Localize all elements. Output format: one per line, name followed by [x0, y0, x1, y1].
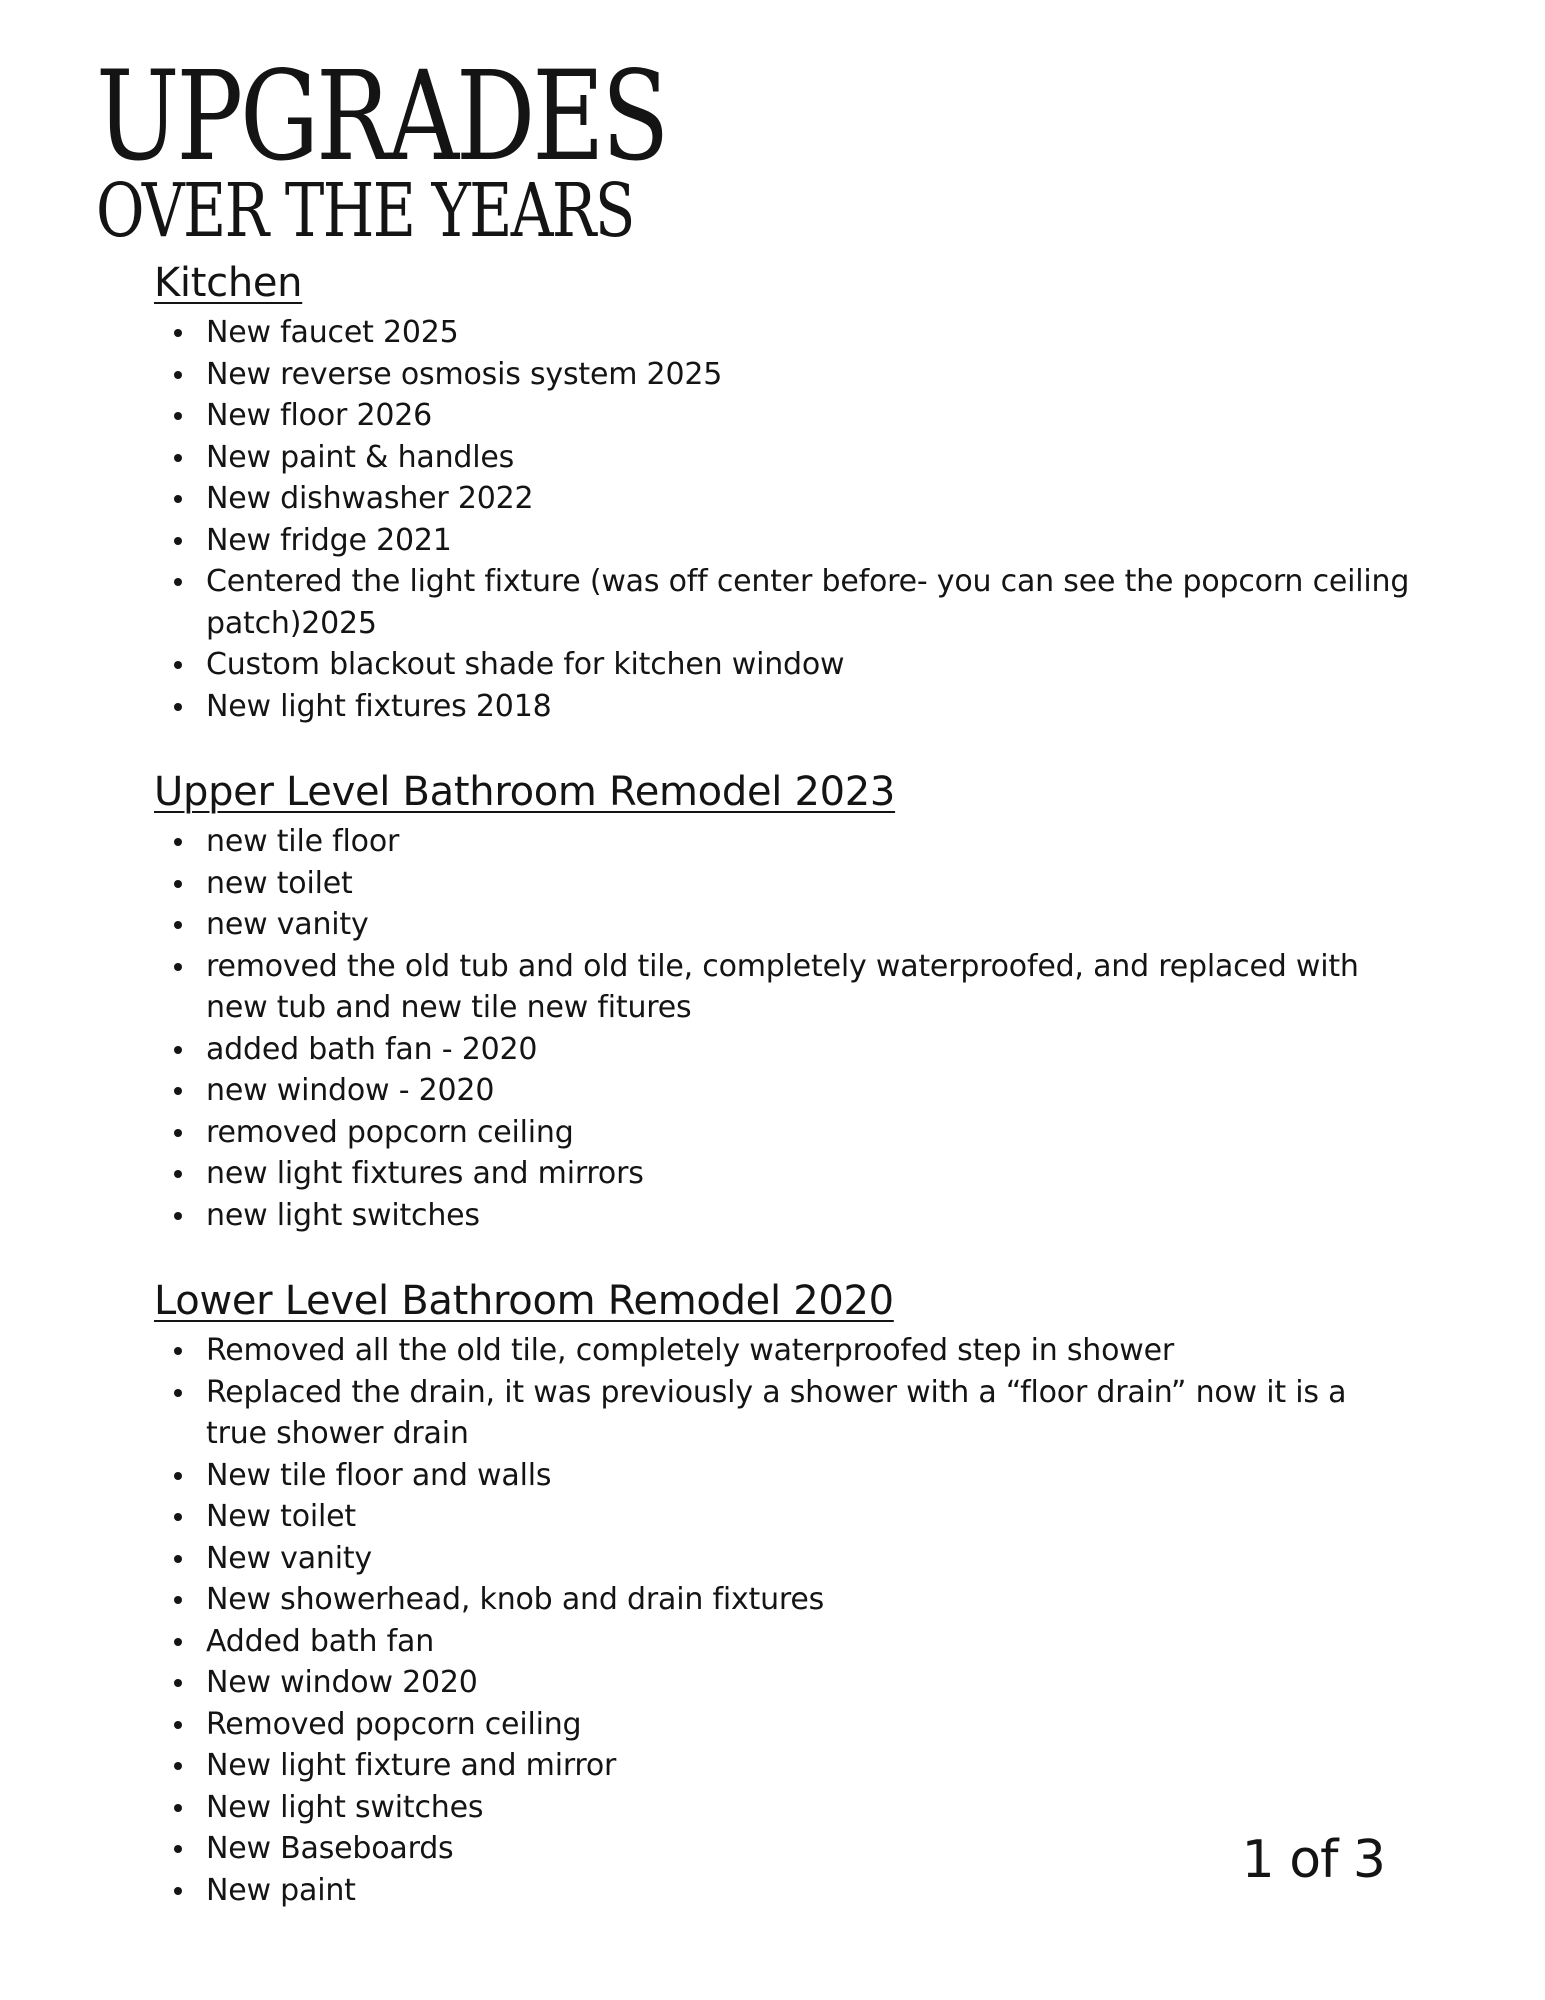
- list-item: [154, 312, 1414, 354]
- bullet-icon: [174, 578, 182, 586]
- bullet-icon: [174, 1679, 182, 1687]
- item-text: New vanity: [206, 1540, 372, 1576]
- item-text: New tile floor and walls: [206, 1457, 552, 1493]
- item-list: [154, 1330, 1414, 1911]
- list-item: [154, 644, 1414, 686]
- list-item: [154, 1662, 1414, 1704]
- bullet-icon: [174, 1887, 182, 1895]
- item-text: new toilet: [206, 865, 353, 901]
- bullet-icon: [174, 880, 182, 888]
- bullet-icon: [174, 1347, 182, 1355]
- bullet-icon: [174, 1555, 182, 1563]
- item-text: New paint: [206, 1872, 356, 1908]
- bullet-icon: [174, 1389, 182, 1397]
- list-item: [154, 686, 1414, 728]
- item-text: new light fixtures and mirrors: [206, 1156, 644, 1191]
- bullet-icon: [174, 495, 182, 503]
- item-text: New faucet 2025: [206, 315, 459, 350]
- section-heading: Kitchen: [154, 260, 303, 306]
- bullet-icon: [174, 1046, 182, 1054]
- item-text: New reverse osmosis system 2025: [206, 356, 723, 392]
- item-text: New Baseboards: [206, 1831, 454, 1866]
- bullet-icon: [174, 963, 182, 971]
- bullet-icon: [174, 703, 182, 711]
- bullet-icon: [174, 1845, 182, 1853]
- list-item: [154, 1153, 1414, 1195]
- bullet-icon: [174, 412, 182, 420]
- item-text: Replaced the drain, it was previously a shower with a “floor drain” now it is a true shower drain: [206, 1374, 1347, 1451]
- list-item: [154, 1828, 1414, 1870]
- page-subtitle: OVER THE YEARS: [96, 168, 634, 254]
- list-item: [154, 1330, 1414, 1372]
- item-text: Added bath fan: [206, 1623, 435, 1659]
- bullet-icon: [174, 454, 182, 462]
- item-list: [154, 312, 1414, 727]
- section-lower-bathroom: [154, 1274, 1414, 1911]
- bullet-icon: [174, 1170, 182, 1178]
- list-item: [154, 821, 1414, 863]
- list-item: [154, 354, 1414, 396]
- bullet-icon: [174, 1804, 182, 1812]
- list-item: [154, 478, 1414, 520]
- bullet-icon: [174, 1596, 182, 1604]
- list-item: [154, 1455, 1414, 1497]
- bullet-icon: [174, 537, 182, 545]
- item-text: New floor 2026: [206, 398, 432, 433]
- item-text: removed the old tub and old tile, completely waterproofed, and replaced with new tub and new tile new fitures: [206, 948, 1359, 1025]
- section-kitchen: [154, 256, 1414, 727]
- item-text: Custom blackout shade for kitchen window: [206, 647, 845, 682]
- list-item: [154, 1029, 1414, 1071]
- item-text: New fridge 2021: [206, 522, 452, 558]
- list-item: [154, 1621, 1414, 1663]
- bullet-icon: [174, 1472, 182, 1480]
- item-text: Removed popcorn ceiling: [206, 1706, 582, 1742]
- bullet-icon: [174, 1513, 182, 1521]
- list-item: [154, 1704, 1414, 1746]
- bullet-icon: [174, 921, 182, 929]
- item-list: [154, 821, 1414, 1236]
- item-text: removed popcorn ceiling: [206, 1114, 574, 1150]
- upgrades-content: [154, 256, 1414, 1949]
- item-text: added bath fan - 2020: [206, 1031, 538, 1067]
- item-text: New showerhead, knob and drain fixtures: [206, 1582, 825, 1617]
- list-item: [154, 946, 1414, 1029]
- bullet-icon: [174, 1721, 182, 1729]
- section-heading: Upper Level Bathroom Remodel 2023: [154, 769, 896, 815]
- bullet-icon: [174, 1762, 182, 1770]
- item-text: New light switches: [206, 1789, 484, 1825]
- list-item: [154, 1745, 1414, 1787]
- bullet-icon: [174, 1638, 182, 1646]
- bullet-icon: [174, 329, 182, 337]
- list-item: [154, 1372, 1414, 1455]
- item-text: Centered the light fixture (was off center before- you can see the popcorn ceiling patch)2025: [206, 564, 1410, 641]
- list-item: [154, 1538, 1414, 1580]
- bullet-icon: [174, 1212, 182, 1220]
- item-text: new vanity: [206, 907, 369, 942]
- item-text: new window - 2020: [206, 1073, 495, 1108]
- bullet-icon: [174, 371, 182, 379]
- list-item: [154, 1787, 1414, 1829]
- list-item: [154, 1195, 1414, 1237]
- item-text: New light fixtures 2018: [206, 688, 552, 724]
- list-item: [154, 1070, 1414, 1112]
- list-item: [154, 437, 1414, 479]
- section-heading: Lower Level Bathroom Remodel 2020: [154, 1278, 894, 1324]
- bullet-icon: [174, 838, 182, 846]
- item-text: New dishwasher 2022: [206, 481, 534, 516]
- item-text: Removed all the old tile, completely waterproofed step in shower: [206, 1333, 1175, 1368]
- item-text: new light switches: [206, 1197, 480, 1233]
- list-item: [154, 520, 1414, 562]
- section-upper-bathroom: [154, 765, 1414, 1236]
- list-item: [154, 1579, 1414, 1621]
- list-item: [154, 1870, 1414, 1912]
- list-item: [154, 1496, 1414, 1538]
- bullet-icon: [174, 1129, 182, 1137]
- bullet-icon: [174, 661, 182, 669]
- list-item: [154, 1112, 1414, 1154]
- bullet-icon: [174, 1087, 182, 1095]
- page-title: UPGRADES: [96, 45, 667, 189]
- list-item: [154, 561, 1414, 644]
- list-item: [154, 863, 1414, 905]
- item-text: New light fixture and mirror: [206, 1748, 617, 1783]
- item-text: New paint & handles: [206, 439, 515, 475]
- page-number: 1 of 3: [1241, 1830, 1385, 1890]
- list-item: [154, 904, 1414, 946]
- item-text: new tile floor: [206, 824, 400, 859]
- list-item: [154, 395, 1414, 437]
- item-text: New window 2020: [206, 1665, 478, 1700]
- item-text: New toilet: [206, 1499, 356, 1534]
- title-block: [96, 45, 809, 254]
